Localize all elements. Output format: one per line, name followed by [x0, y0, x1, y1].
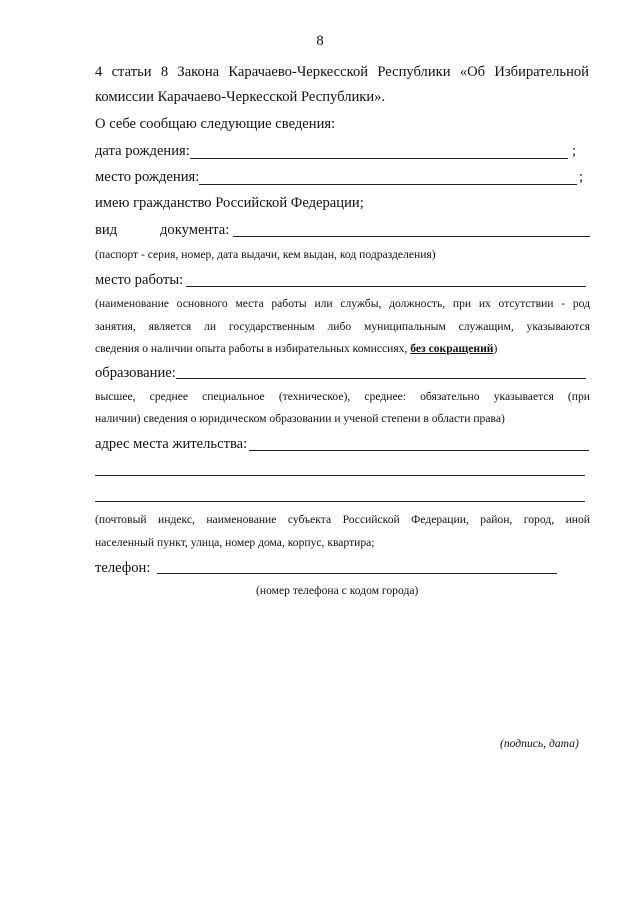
address-hint-2: населенный пункт, улица, номер дома, корпус, квартира; — [95, 536, 375, 549]
address-field-3[interactable] — [95, 501, 585, 502]
phone-label: телефон: — [95, 560, 151, 576]
work-hint-no-abbrev: без сокращений — [410, 342, 494, 355]
document-label-doc: документа: — [160, 222, 230, 238]
info-heading: О себе сообщаю следующие сведения: — [95, 116, 336, 132]
intro-line-2: комиссии Карачаево-Черкесской Республики». — [95, 89, 386, 105]
document-field[interactable] — [233, 236, 590, 237]
education-hint-1: высшее, среднее специальное (техническое), среднее: обязательно указывается (при — [95, 390, 590, 403]
citizenship-statement: имею гражданство Российской Федерации; — [95, 195, 364, 211]
page-number: 8 — [316, 33, 324, 49]
birth-date-field[interactable] — [190, 158, 568, 159]
education-hint-2: наличии) сведения о юридическом образовании и ученой степени в области права) — [95, 412, 505, 425]
address-field-2[interactable] — [95, 475, 585, 476]
work-label: место работы: — [95, 272, 184, 288]
signature-caption: (подпись, дата) — [500, 737, 579, 750]
document-label-type: вид — [95, 222, 118, 238]
work-hint-3-close: ) — [493, 342, 498, 355]
birth-place-field[interactable] — [199, 184, 577, 185]
work-hint-3 — [95, 342, 497, 355]
birth-place-semicolon: ; — [579, 169, 584, 185]
education-field[interactable] — [176, 378, 586, 379]
intro-line-1: 4 статьи 8 Закона Карачаево-Черкесской Республики «Об Избирательной — [95, 64, 589, 80]
work-hint-3-text: сведения о наличии опыта работы в избирательных комиссиях, — [95, 342, 411, 355]
phone-field[interactable] — [157, 573, 557, 574]
birth-place-label: место рождения: — [95, 169, 200, 185]
birth-date-semicolon: ; — [572, 143, 577, 159]
address-hint-1: (почтовый индекс, наименование субъекта Российской Федерации, район, город, иной — [95, 513, 590, 526]
address-label: адрес места жительства: — [95, 436, 248, 452]
education-label: образование: — [95, 365, 176, 381]
work-field[interactable] — [186, 286, 586, 287]
address-field-1[interactable] — [249, 450, 589, 451]
work-hint-1: (наименование основного места работы или службы, должность, при их отсутствии - род — [95, 297, 590, 310]
document-hint: (паспорт - серия, номер, дата выдачи, кем выдан, код подразделения) — [95, 248, 436, 261]
birth-date-label: дата рождения: — [95, 143, 190, 159]
phone-hint: (номер телефона с кодом города) — [256, 584, 419, 597]
work-hint-2: занятия, является ли государственным либо муниципальным служащим, указываются — [95, 320, 590, 333]
